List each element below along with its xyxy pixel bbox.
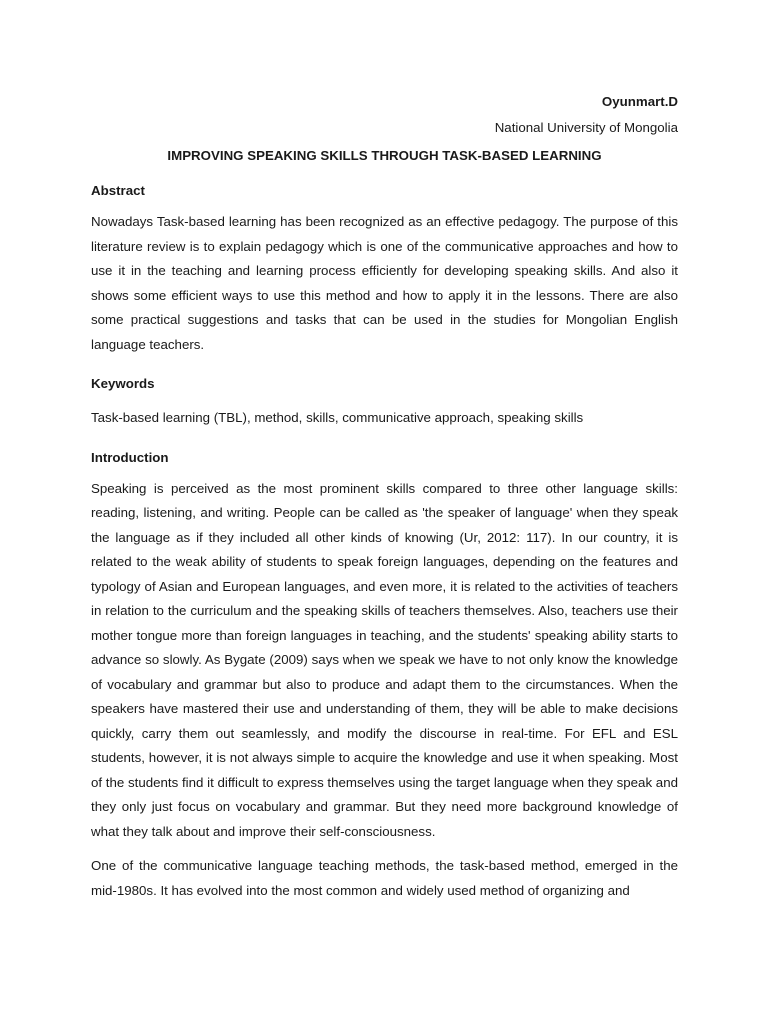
author-name: Oyunmart.D	[601, 94, 678, 109]
introduction-paragraph: Speaking is perceived as the most prominent skills compared to three other language skills: reading, listening, and writing. People can be called as 'the speaker of language' when they speak the language as if they included all other kinds of knowing (Ur, 2012: 117). In our country, it is related to the weak ability of students to speak foreign languages, depending on the features and typology of Asian and European languages, and even more, it is related to the activities of teachers in relation to the curriculum and the speaking skills of teachers themselves. Also, teachers use their mother tongue more than foreign languages in teaching, and the students' speaking ability starts to advance so slowly. As Bygate (2009) says when we speak we have to not only know the knowledge of vocabulary and grammar but also to produce and adapt them to the circumstances. When the speakers have mastered their use and understanding of them, they will be able to make decisions quickly, carry them out seamlessly, and modify the discourse in real-time. For EFL and ESL students, however, it is not always simple to acquire the knowledge and use it when speaking. Most of the students find it difficult to express themselves using the target language when they speak and they only just focus on vocabulary and grammar. But they need more background knowledge of what they talk about and improve their self-consciousness.	[91, 480, 678, 839]
introduction-heading: Introduction	[91, 449, 169, 465]
paper-title: IMPROVING SPEAKING SKILLS THROUGH TASK-BASED LEARNING	[167, 148, 602, 163]
abstract-text: Nowadays Task-based learning has been recognized as an effective pedagogy. The purpose of this literature review is to explain pedagogy which is one of the communicative approaches and how to use it in the teaching and learning process efficiently for developing speaking skills. And also it shows some efficient ways to use this method and how to apply it in the lessons. There are also some practical suggestions and tasks that can be used in the studies for Mongolian English language teachers.	[91, 214, 678, 352]
author-affiliation: National University of Mongolia	[494, 120, 678, 135]
keywords-heading: Keywords	[91, 376, 155, 391]
abstract-heading: Abstract	[91, 183, 145, 198]
introduction-paragraph: One of the communicative language teaching methods, the task-based method, emerged in the mid-1980s. It has evolved into the most common and widely used method of organizing and	[91, 858, 678, 898]
document-body	[91, 93, 678, 903]
keywords-text: Task-based learning (TBL), method, skills, communicative approach, speaking skills	[91, 410, 584, 425]
